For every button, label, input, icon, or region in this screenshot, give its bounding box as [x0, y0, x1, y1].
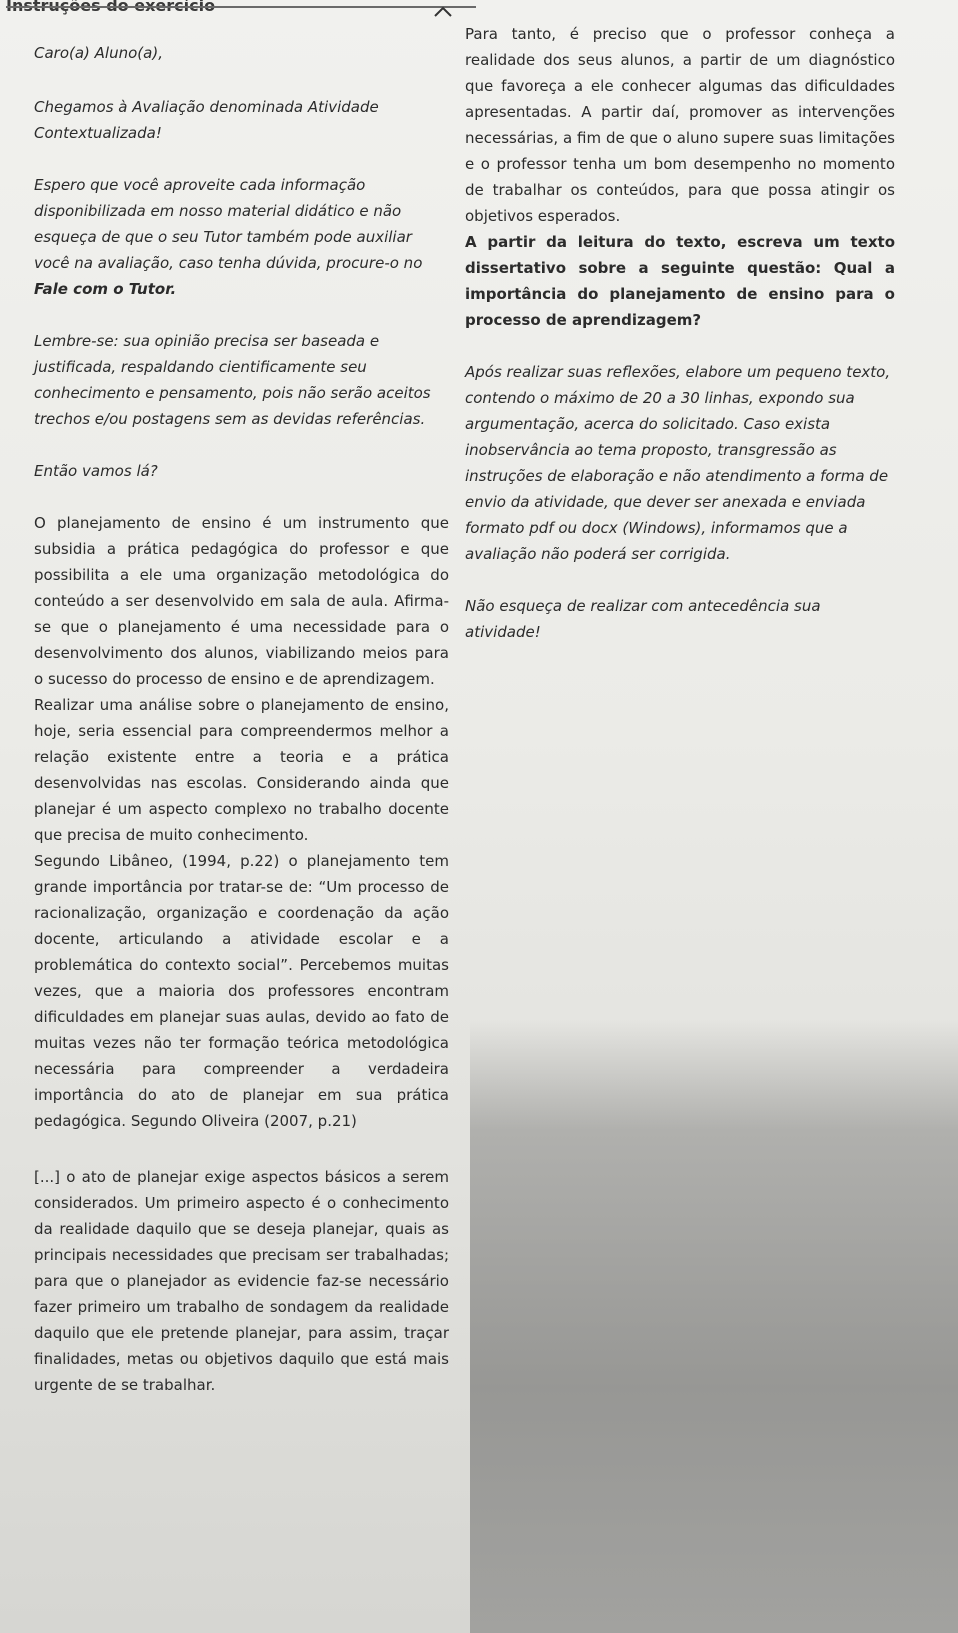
- paragraph-analise: Realizar uma análise sobre o planejamento de ensino, hoje, seria essencial para compreendermos melhor a relação existente entre a teoria e a prática desenvolvidas nas escolas. Considerando ainda que planejar é um aspecto complexo no trabalho docente que precisa de muito conhecimento.: [34, 696, 449, 844]
- quote-oliveira: [...] o ato de planejar exige aspectos básicos a serem considerados. Um primeiro aspecto é o conhecimento da realidade daquilo que se deseja planejar, quais as principais necessidades que precisam ser trabalhadas; para que o planejador as evidencie faz-se necessário fazer primeiro um trabalho de sondagem da realidade daquilo que ele pretende planejar, para assim, traçar finalidades, metas ou objetivos daquilo que está mais urgente de se trabalhar.: [34, 1168, 449, 1394]
- photo-shadow: [470, 1020, 958, 1633]
- closing-text: Não esqueça de realizar com antecedência sua atividade!: [465, 597, 821, 641]
- question-text: A partir da leitura do texto, escreva um texto dissertativo sobre a seguinte questão: Qual a importância do planejamento de ensino para o processo de aprendizagem?: [465, 233, 895, 329]
- intro-text: Chegamos à Avaliação denominada Atividade Contextualizada!: [34, 98, 379, 142]
- right-column: [465, 21, 895, 645]
- chevron-up-icon[interactable]: [433, 5, 453, 17]
- header-divider: [6, 6, 476, 8]
- instructions-header[interactable]: [0, 0, 958, 18]
- reminder-text: Lembre-se: sua opinião precisa ser baseada e justificada, respaldando cientificamente seu conhecimento e pensamento, pois não serão aceitos trechos e/ou postagens sem as devidas referências.: [34, 332, 431, 428]
- left-column: [34, 40, 449, 1398]
- paragraph-para-tanto: Para tanto, é preciso que o professor conheça a realidade dos seus alunos, a partir de um diagnóstico que favoreça a ele conhecer algumas das dificuldades apresentadas. A partir daí, promover as intervenções necessárias, a fim de que o aluno supere suas limitações e o professor tenha um bom desempenho no momento de trabalhar os conteúdos, para que possa atingir os objetivos esperados.: [465, 25, 895, 225]
- paragraph-planejamento: O planejamento de ensino é um instrumento que subsidia a prática pedagógica do professor e que possibilita a ele uma organização metodológica do conteúdo a ser desenvolvido em sala de aula. Afirma-se que o planejamento é uma necessidade para o desenvolvimento dos alunos, viabilizando meios para o sucesso do processo de ensino e de aprendizagem.: [34, 514, 449, 688]
- paragraph-libaneo: Segundo Libâneo, (1994, p.22) o planejamento tem grande importância por tratar-se de: “Um processo de racionalização, organização e coordenação da ação docente, articulando a atividade escolar e a problemática do contexto social”. Percebemos muitas vezes, que a maioria dos professores encontram dificuldades em planejar suas aulas, devido ao fato de muitas vezes não ter formação teórica metodológica necessária para compreender a verdadeira importância do ato de planejar em sua prática pedagógica. Segundo Oliveira (2007, p.21): [34, 852, 449, 1130]
- lets-go-text: Então vamos lá?: [34, 462, 158, 480]
- fale-com-tutor: Fale com o Tutor.: [34, 280, 177, 298]
- instructions-text: Após realizar suas reflexões, elabore um pequeno texto, contendo o máximo de 20 a 30 linhas, expondo sua argumentação, acerca do solicitado. Caso exista inobservância ao tema proposto, transgressão as instruções de elaboração e não atendimento a forma de envio da atividade, que dever ser anexada e enviada formato pdf ou docx (Windows), informamos que a avaliação não poderá ser corrigida.: [465, 363, 891, 563]
- hope-text: Espero que você aproveite cada informação disponibilizada em nosso material didático e não esqueça de que o seu Tutor também pode auxiliar você na avaliação, caso tenha dúvida, procure-o no: [34, 176, 423, 272]
- greeting: Caro(a) Aluno(a),: [34, 44, 163, 62]
